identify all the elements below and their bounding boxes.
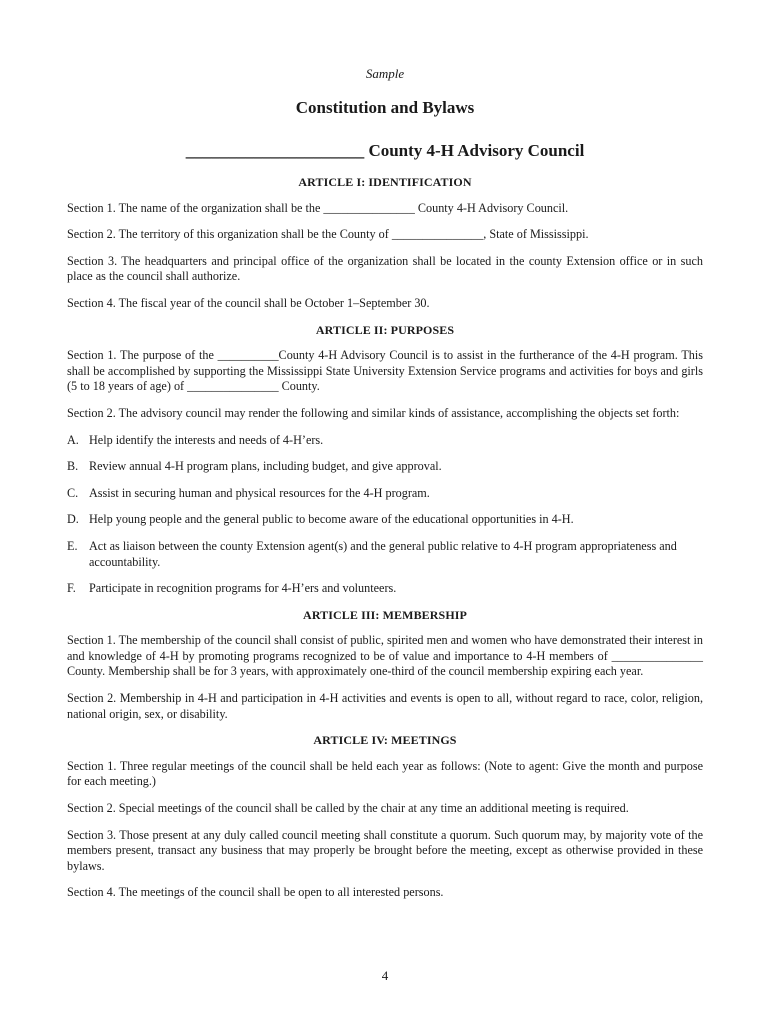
article-1-heading: ARTICLE I: IDENTIFICATION bbox=[298, 175, 472, 189]
article-4-section-1: Section 1. Three regular meetings of the council shall be held each year as follows: (Note to agent: Give the month and purpose for each meeting.) bbox=[67, 758, 703, 789]
article-2-section-1: Section 1. The purpose of the __________County 4-H Advisory Council is to assist in the furtherance of the 4-H program. This shall be accomplished by supporting the Mississippi State University Extension Service programs and activities for boys and girls (5 to 18 years of age) of _______________ County. bbox=[67, 348, 703, 394]
list-item-text: Act as liaison between the county Extension agent(s) and the general public relative to 4-H program appropriateness and accountability. bbox=[89, 538, 677, 569]
article-1-section-4: Section 4. The fiscal year of the council shall be October 1–September 30. bbox=[67, 295, 430, 310]
list-item-letter: A. bbox=[67, 432, 79, 447]
list-item-letter: E. bbox=[67, 538, 78, 553]
document-subtitle: _____________________ County 4-H Advisory Council bbox=[185, 141, 585, 160]
document-body bbox=[67, 175, 703, 912]
document-title: Constitution and Bylaws bbox=[295, 98, 475, 117]
list-item-text: Help identify the interests and needs of 4-H’ers. bbox=[89, 432, 324, 447]
article-3-section-2: Section 2. Membership in 4-H and participation in 4-H activities and events is open to all, without regard to race, color, religion, national origin, sex, or disability. bbox=[67, 691, 703, 721]
article-1-section-3: Section 3. The headquarters and principal office of the organization shall be located in the county Extension office or in such place as the council shall authorize. bbox=[67, 253, 703, 284]
article-4-section-3: Section 3. Those present at any duly called council meeting shall constitute a quorum. Such quorum may, by majority vote of the members present, transact any business that may properly be brought before the meeting, except as otherwise provided in these bylaws. bbox=[67, 827, 703, 873]
list-item-text: Help young people and the general public to become aware of the educational opportunities in 4-H. bbox=[89, 512, 574, 527]
sample-label: Sample bbox=[365, 66, 405, 81]
article-1-section-2: Section 2. The territory of this organization shall be the County of _______________, State of Mississippi. bbox=[67, 227, 589, 242]
list-item bbox=[67, 581, 703, 597]
list-item bbox=[67, 486, 703, 502]
article-3-heading: ARTICLE III: MEMBERSHIP bbox=[303, 607, 467, 622]
list-item-letter: C. bbox=[67, 485, 79, 500]
article-2-section-2: Section 2. The advisory council may render the following and similar kinds of assistance, accomplishing the objects set forth: bbox=[67, 405, 680, 420]
list-item bbox=[67, 539, 703, 570]
list-item-text: Participate in recognition programs for 4-H’ers and volunteers. bbox=[89, 581, 397, 596]
list-item bbox=[67, 433, 703, 449]
list-item-text: Review annual 4-H program plans, including budget, and give approval. bbox=[89, 459, 442, 474]
article-1-section-1: Section 1. The name of the organization shall be the _______________ County 4-H Advisory Council. bbox=[67, 200, 569, 215]
article-3-section-1: Section 1. The membership of the council shall consist of public, spirited men and women who have demonstrated their interest in and knowledge of 4-H by promoting programs recognized to be of value and importance to 4-H members of _______________ County. Membership shall be for 3 years, with approximately one-third of the council membership expiring each year. bbox=[67, 633, 703, 679]
article-4-section-2: Section 2. Special meetings of the council shall be called by the chair at any time an additional meeting is required. bbox=[67, 801, 629, 816]
list-item-letter: F. bbox=[67, 581, 76, 596]
list-item bbox=[67, 459, 703, 475]
list-item-letter: D. bbox=[67, 512, 79, 527]
list-item-letter: B. bbox=[67, 459, 79, 474]
list-item bbox=[67, 512, 703, 528]
article-4-heading: ARTICLE IV: MEETINGS bbox=[313, 733, 457, 748]
list-item-text: Assist in securing human and physical resources for the 4-H program. bbox=[89, 485, 430, 500]
page-number: 4 bbox=[381, 968, 389, 983]
article-2-heading: ARTICLE II: PURPOSES bbox=[315, 322, 455, 337]
article-4-section-4: Section 4. The meetings of the council shall be open to all interested persons. bbox=[67, 885, 444, 900]
